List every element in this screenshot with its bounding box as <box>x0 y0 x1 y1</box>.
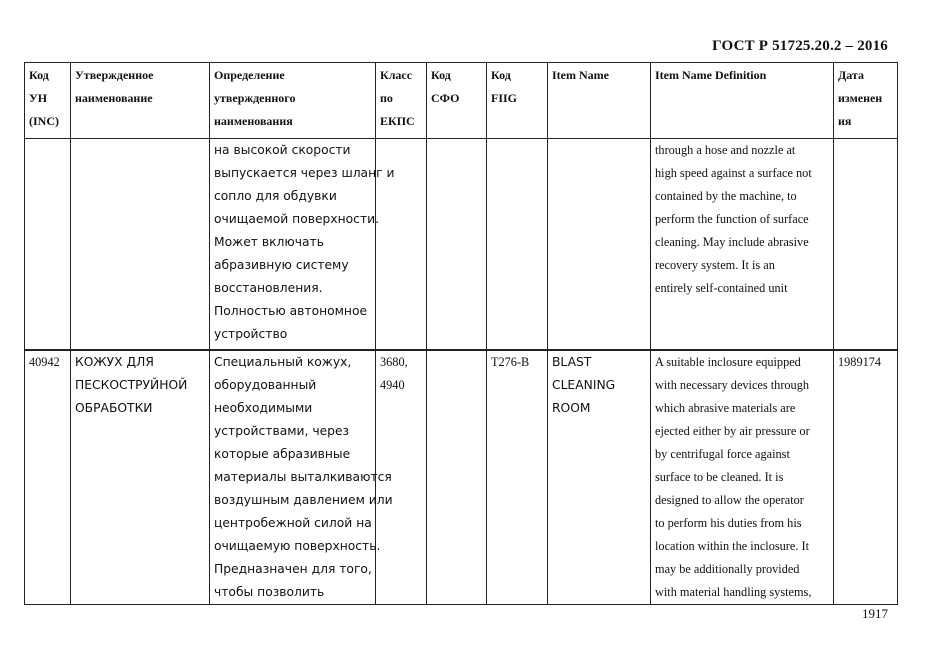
column-header-sfo: Код СФО <box>427 63 487 139</box>
page-number: 1917 <box>862 606 888 621</box>
column-header-inc: Код УН (INC) <box>25 63 71 139</box>
cell-class: 3680, 4940 <box>376 350 427 605</box>
document-code: ГОСТ Р 51725.20.2 – 2016 <box>712 38 888 54</box>
column-header-approved-name: Утвержденное наименование <box>71 63 210 139</box>
cell-item-name-definition: through a hose and nozzle at high speed against a surface not contained by the machine, to perform the function of surface cleaning. May include abrasive recovery system. It is an entirely self-contained unit <box>651 139 834 351</box>
cell-fiig <box>487 139 548 351</box>
cell-sfo <box>427 139 487 351</box>
cell-item-name: BLAST CLEANING ROOM <box>548 350 651 605</box>
table-row <box>25 350 898 605</box>
cell-definition-ru: Специальный кожух, оборудованный необходимыми устройствами, через которые абразивные материалы выталкиваются воздушным давлением или центробежной силой на очищаемую поверхность. Предназначен для того, чтобы позволить <box>210 350 376 605</box>
column-header-item-name-definition: Item Name Definition <box>651 63 834 139</box>
cell-inc: 40942 <box>25 350 71 605</box>
cell-definition-ru: на высокой скорости выпускается через шланг и сопло для обдувки очищаемой поверхности. Может включать абразивную систему восстановления. Полностью автономное устройство <box>210 139 376 351</box>
table-header-row <box>25 63 898 139</box>
cell-approved-name: КОЖУХ ДЛЯ ПЕСКОСТРУЙНОЙ ОБРАБОТКИ <box>71 350 210 605</box>
column-header-definition-ru: Определение утвержденного наименования <box>210 63 376 139</box>
cell-fiig: T276-B <box>487 350 548 605</box>
cell-change-date: 1989174 <box>834 350 898 605</box>
cell-inc <box>25 139 71 351</box>
column-header-change-date: Дата изменен ия <box>834 63 898 139</box>
cell-sfo <box>427 350 487 605</box>
table-row <box>25 139 898 351</box>
cell-item-name-definition: A suitable inclosure equipped with necessary devices through which abrasive materials are ejected either by air pressure or by centrifugal force against surface to be cleaned. It is designed to allow the operator to perform his duties from his location within the inclosure. It may be additionally provided with material handling systems, <box>651 350 834 605</box>
column-header-item-name: Item Name <box>548 63 651 139</box>
column-header-class: Класс по ЕКПС <box>376 63 427 139</box>
cell-approved-name <box>71 139 210 351</box>
item-name-table <box>24 62 898 605</box>
cell-item-name <box>548 139 651 351</box>
cell-change-date <box>834 139 898 351</box>
column-header-fiig: Код FIIG <box>487 63 548 139</box>
